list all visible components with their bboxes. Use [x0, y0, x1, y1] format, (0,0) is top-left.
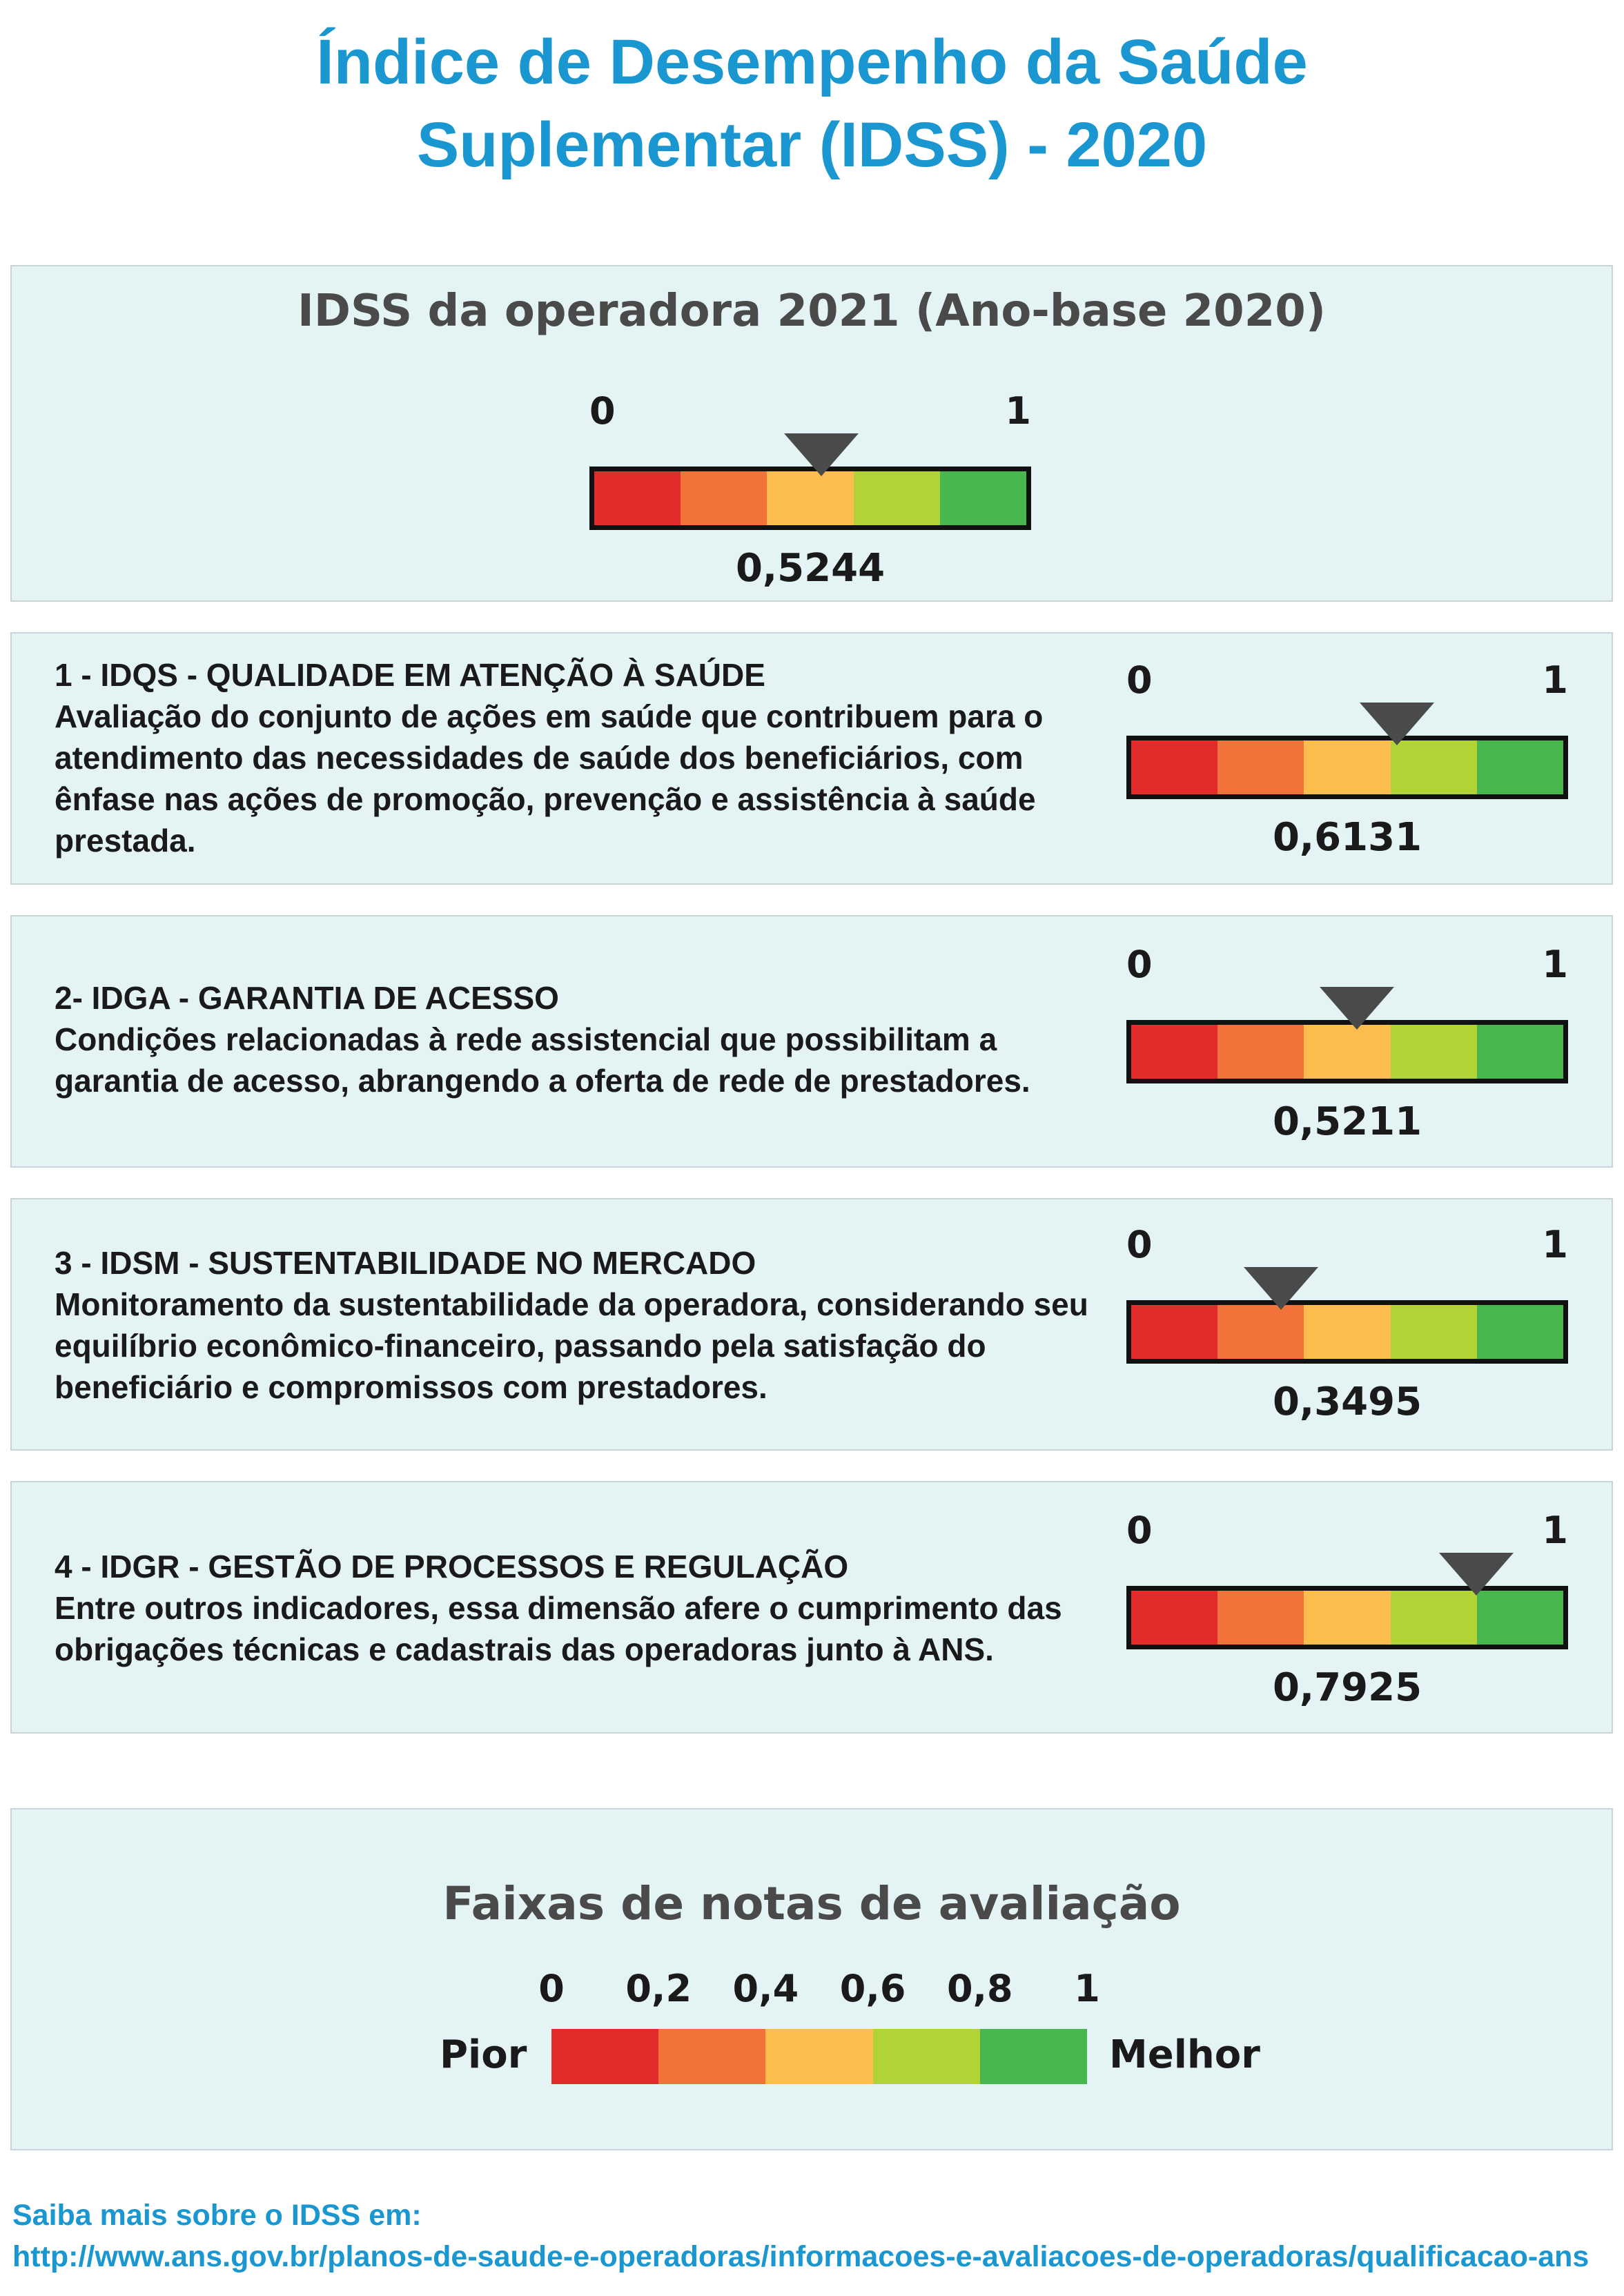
footer-link[interactable]: http://www.ans.gov.br/planos-de-saude-e-operadoras/informacoes-e-avaliacoes-de-operadoras/qualificacao-ans — [12, 2240, 1589, 2273]
gauge-value: 0,7925 — [1272, 1665, 1422, 1710]
overall-gauge — [589, 391, 1031, 618]
dimension-title: 1 - IDQS - QUALIDADE EM ATENÇÃO À SAÚDE — [55, 657, 765, 693]
gauge-band-1 — [1131, 1591, 1217, 1645]
scale-tick: 0,2 — [625, 1967, 692, 2010]
scale-band-3 — [765, 2029, 872, 2084]
gauge-band-2 — [681, 471, 767, 525]
gauge-band-2 — [1217, 740, 1304, 794]
gauge-value: 0,3495 — [1272, 1380, 1422, 1424]
gauge-band-3 — [767, 471, 853, 525]
gauge-min-label: 0 — [1126, 943, 1153, 986]
dimension-description: Condições relacionadas à rede assistencial que possibilitam a garantia de acesso, abrangendo a oferta de rede de prestadores. — [55, 1021, 1030, 1099]
dimension-text — [55, 654, 1090, 861]
page-title-line1: Índice de Desempenho da Saúde — [316, 27, 1308, 97]
scale-title: Faixas de notas de avaliação — [442, 1877, 1181, 1930]
dimension-gauge — [1126, 944, 1568, 1172]
gauge-bar — [1126, 1300, 1568, 1364]
gauge-band-4 — [1391, 1305, 1477, 1359]
overall-title: IDSS da operadora 2021 (Ano-base 2020) — [297, 286, 1326, 337]
scale-tick: 0 — [538, 1967, 565, 2010]
dimension-title: 2- IDGA - GARANTIA DE ACESSO — [55, 980, 559, 1016]
gauge-band-5 — [1477, 740, 1563, 794]
gauge-band-3 — [1304, 1025, 1390, 1079]
dimension-description: Entre outros indicadores, essa dimensão afere o cumprimento das obrigações técnicas e cadastrais das operadoras junto à ANS. — [55, 1590, 1062, 1667]
dimension-title: 3 - IDSM - SUSTENTABILIDADE NO MERCADO — [55, 1245, 756, 1281]
dimension-text — [55, 977, 1090, 1101]
gauge-pointer-icon — [1244, 1267, 1318, 1310]
gauge-max-label: 1 — [1542, 658, 1568, 702]
scale-tick: 0,4 — [732, 1967, 799, 2010]
dimension-description: Avaliação do conjunto de ações em saúde que contribuem para o atendimento das necessidades de saúde dos beneficiários, com ênfase nas ações de promoção, prevenção e assistência à saúde prestada. — [55, 698, 1044, 858]
scale-panel — [10, 1808, 1613, 2150]
gauge-bar — [1126, 736, 1568, 799]
scale-legend — [12, 1967, 1612, 2105]
dimension-panel-idqs — [10, 632, 1613, 885]
scale-band-2 — [658, 2029, 765, 2084]
scale-tick: 1 — [1074, 1967, 1100, 2010]
dimension-title: 4 - IDGR - GESTÃO DE PROCESSOS E REGULAÇÃO — [55, 1549, 849, 1584]
scale-bar — [551, 2029, 1087, 2084]
gauge-band-5 — [1477, 1025, 1563, 1079]
gauge-band-5 — [940, 471, 1026, 525]
scale-band-1 — [551, 2029, 658, 2084]
gauge-value: 0,6131 — [1272, 815, 1422, 860]
gauge-value: 0,5211 — [1272, 1099, 1422, 1144]
gauge-band-3 — [1304, 1305, 1390, 1359]
scale-band-4 — [873, 2029, 980, 2084]
page-title — [0, 21, 1624, 186]
gauge-min-label: 0 — [589, 389, 616, 433]
gauge-max-label: 1 — [1542, 1223, 1568, 1266]
gauge-max-label: 1 — [1542, 943, 1568, 986]
gauge-pointer-icon — [784, 433, 859, 476]
scale-tick: 0,6 — [839, 1967, 906, 2010]
dimension-gauge — [1126, 1224, 1568, 1452]
gauge-band-2 — [1217, 1591, 1304, 1645]
gauge-band-4 — [854, 471, 940, 525]
gauge-band-4 — [1391, 1025, 1477, 1079]
gauge-band-1 — [1131, 740, 1217, 794]
dimension-gauge — [1126, 1510, 1568, 1738]
dimension-panel-idga — [10, 915, 1613, 1168]
dimension-text — [55, 1242, 1090, 1408]
gauge-pointer-icon — [1360, 703, 1434, 745]
gauge-min-label: 0 — [1126, 1223, 1153, 1266]
gauge-value: 0,5244 — [735, 546, 886, 591]
footer-intro: Saiba mais sobre o IDSS em: — [12, 2199, 422, 2232]
overall-panel — [10, 265, 1613, 602]
dimension-panel-idgr — [10, 1481, 1613, 1734]
footer — [12, 2195, 1589, 2277]
gauge-band-5 — [1477, 1305, 1563, 1359]
dimension-description: Monitoramento da sustentabilidade da operadora, considerando seu equilíbrio econômico-financeiro, passando pela satisfação do beneficiário e compromissos com prestadores. — [55, 1286, 1088, 1405]
gauge-min-label: 0 — [1126, 1509, 1153, 1552]
gauge-band-1 — [1131, 1305, 1217, 1359]
gauge-band-1 — [1131, 1025, 1217, 1079]
scale-tick: 0,8 — [946, 1967, 1013, 2010]
gauge-pointer-icon — [1320, 987, 1394, 1030]
scale-worse-label: Pior — [440, 2032, 527, 2077]
dimension-panel-idsm — [10, 1198, 1613, 1451]
dimension-text — [55, 1546, 1090, 1670]
gauge-band-4 — [1391, 740, 1477, 794]
gauge-min-label: 0 — [1126, 658, 1153, 702]
gauge-band-1 — [594, 471, 681, 525]
page-title-line2: Suplementar (IDSS) - 2020 — [416, 110, 1208, 180]
scale-band-5 — [980, 2029, 1087, 2084]
gauge-band-2 — [1217, 1025, 1304, 1079]
gauge-band-2 — [1217, 1305, 1304, 1359]
scale-better-label: Melhor — [1109, 2032, 1260, 2077]
scale-ticks — [538, 1967, 1100, 2015]
gauge-band-5 — [1477, 1591, 1563, 1645]
dimension-gauge — [1126, 660, 1568, 887]
gauge-band-4 — [1391, 1591, 1477, 1645]
gauge-pointer-icon — [1439, 1553, 1514, 1596]
gauge-max-label: 1 — [1542, 1509, 1568, 1552]
gauge-band-3 — [1304, 740, 1390, 794]
gauge-max-label: 1 — [1005, 389, 1031, 433]
gauge-band-3 — [1304, 1591, 1390, 1645]
